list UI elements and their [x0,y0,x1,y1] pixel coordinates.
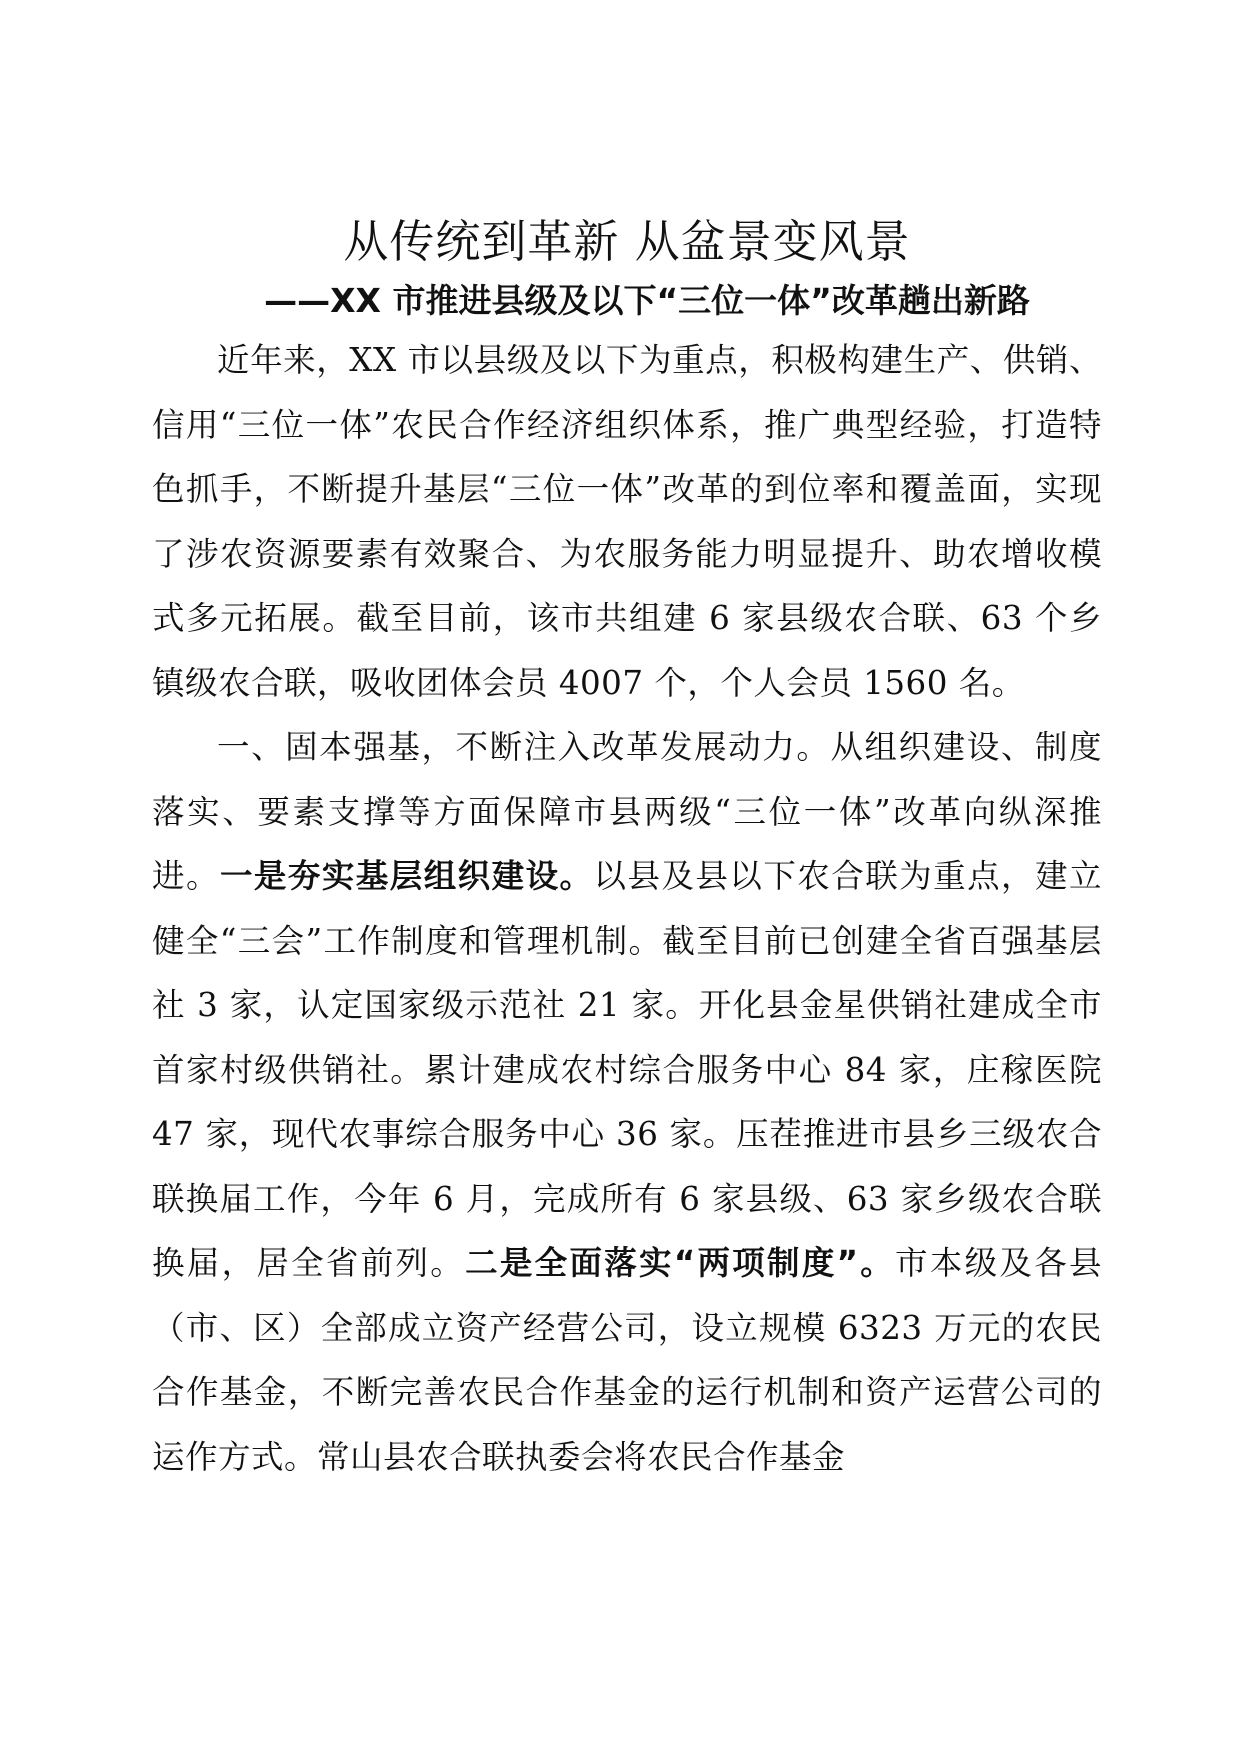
document-page [152,212,1102,1489]
point-two-text: 市本级及各县（市、区）全部成立资产经营公司，设立规模 6323 万元的农民合作基金，不断完善农民合作基金的运行机制和资产运营公司的运作方式。常山县农合联执委会将农民合作基金 [152,1244,1102,1476]
point-one-text: 以县及县以下农合联为重点，建立健全“三会”工作制度和管理机制。截至目前已创建全省百强基层社 3 家，认定国家级示范社 21 家。开化县金星供销社建成全市首家村级供销社。累计建成农村综合服务中心 84 家，庄稼医院 47 家，现代农事综合服务中心 36 家。压茬推进市县乡三级农合联换届工作，今年 6 月，完成所有 6 家县级、63 家乡级农合联换届，居全省前列。 [152,857,1102,1282]
point-one-heading: 一是夯实基层组织建设。 [219,857,594,895]
paragraph-intro: 近年来，XX 市以县级及以下为重点，积极构建生产、供销、信用“三位一体”农民合作经济组织体系，推广典型经验，打造特色抓手，不断提升基层“三位一体”改革的到位率和覆盖面，实现了涉农资源要素有效聚合、为农服务能力明显提升、助农增收模式多元拓展。截至目前，该市共组建 6 家县级农合联、63 个乡镇级农合联，吸收团体会员 4007 个，个人会员 1560 名。 [152,341,1102,702]
section-text: 从组织建设、制度落实、要素支撑等方面保障市县两级“三位一体”改革向纵深推进。 [152,728,1102,895]
document-title: 从传统到革新 从盆景变风景 [343,215,911,268]
paragraph-section-one [152,715,1102,1489]
point-two-heading: 二是全面落实“两项制度”。 [465,1244,896,1282]
document-subtitle: ——XX 市推进县级及以下“三位一体”改革趟出新路 [264,281,1030,320]
section-heading: 一、固本强基，不断注入改革发展动力。 [217,728,831,766]
